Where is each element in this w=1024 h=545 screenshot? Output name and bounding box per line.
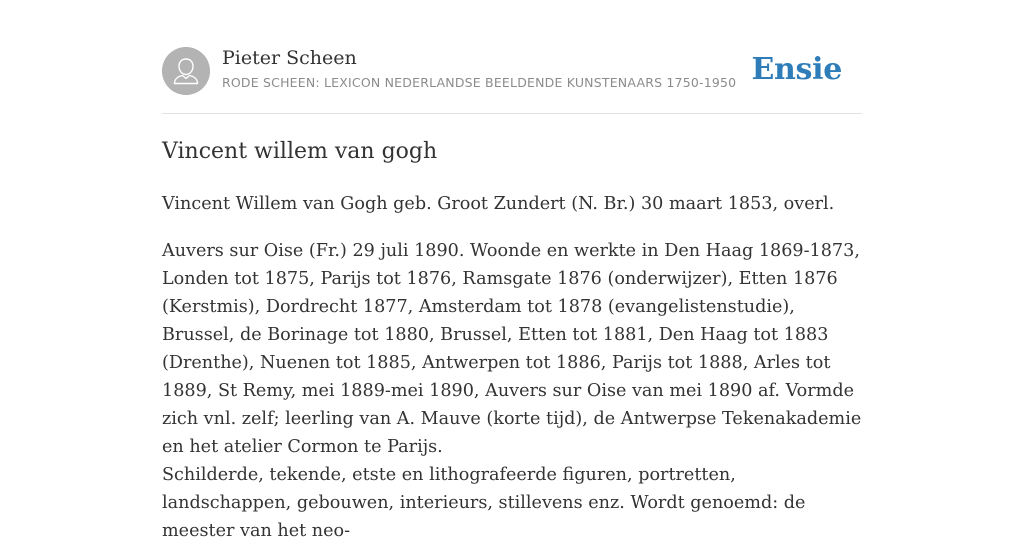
article-header	[162, 0, 862, 114]
paragraph-1: Vincent Willem van Gogh geb. Groot Zundert (N. Br.) 30 maart 1853, overl.	[162, 194, 835, 214]
page-title: Vincent willem van gogh	[162, 139, 438, 164]
source-label[interactable]: RODE SCHEEN: LEXICON NEDERLANDSE BEELDENDE KUNSTENAARS 1750-1950	[222, 75, 737, 90]
paragraph-2: Auvers sur Oise (Fr.) 29 juli 1890. Woonde en werkte in Den Haag 1869-1873, Londen tot 1875, Parijs tot 1876, Ramsgate 1876 (onderwijzer), Etten 1876 (Kerstmis), Dordrecht 1877, Amsterdam tot 1878 (evangelistenstudie), Brussel, de Borinage tot 1880, Brussel, Etten tot 1881, Den Haag tot 1883 (Drenthe), Nuenen tot 1885, Antwerpen tot 1886, Parijs tot 1888, Arles tot 1889, St Remy, mei 1889-mei 1890, Auvers sur Oise van mei 1890 af. Vormde zich vnl. zelf; leerling van A. Mauve (korte tijd), de Antwerpse Tekenakademie en het atelier Cormon te Parijs.	[162, 241, 862, 457]
paragraph-3: Schilderde, tekende, etste en lithografeerde figuren, portretten, landschappen, gebouwen, interieurs, stillevens enz. Wordt genoemd: de meester van het neo-	[162, 465, 806, 541]
article-container	[162, 0, 862, 541]
brand-logo[interactable]: Ensie	[751, 52, 842, 87]
author-name[interactable]: Pieter Scheen	[222, 47, 357, 69]
user-avatar-icon[interactable]	[162, 47, 210, 95]
